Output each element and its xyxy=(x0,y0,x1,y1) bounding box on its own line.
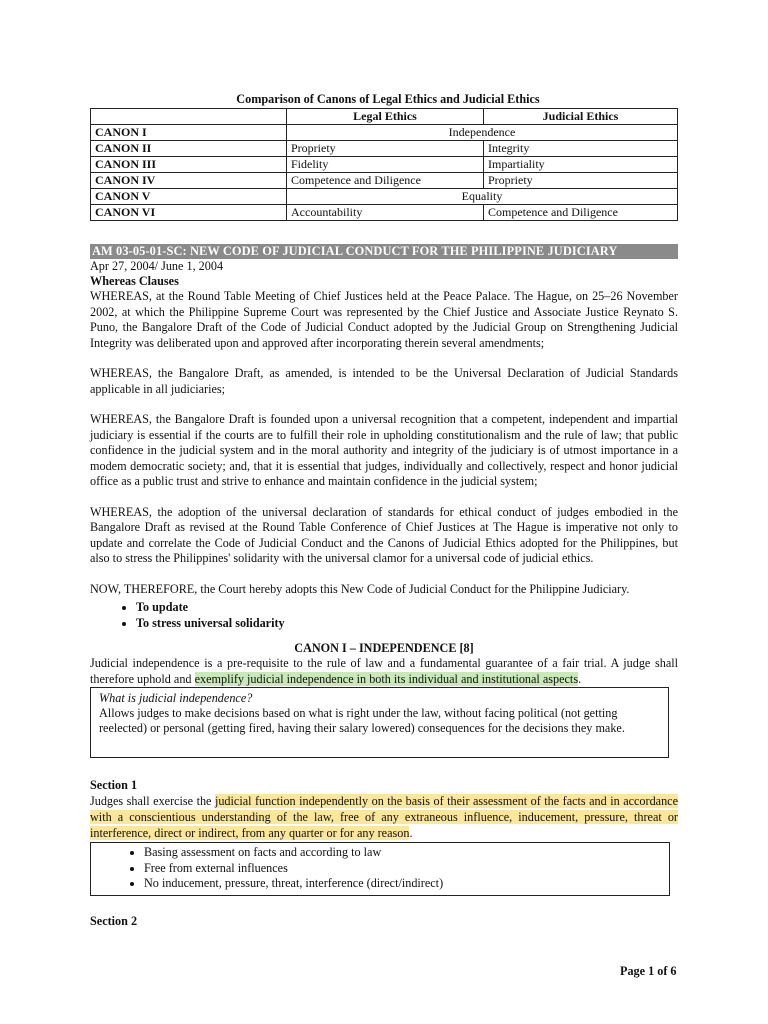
page-number: Page 1 of 6 xyxy=(620,964,677,978)
yellow-highlight: judicial function independently on the basis of their assessment of the facts and in accordance with a conscientious understanding of the law, free of any extraneous influence, inducement, pressure, threat or interference, direct or indirect, from any quarter or for any reason xyxy=(90,794,678,840)
box-answer: Allows judges to make decisions based on what is right under the law, without facing political (not getting reelected) or personal (getting fired, having their salary lowered) consequences for the decisions they make. xyxy=(99,706,625,735)
box-question: What is judicial independence? xyxy=(99,691,253,705)
header-legal-ethics: Legal Ethics xyxy=(287,109,484,125)
intro-end: . xyxy=(578,671,582,686)
whereas-paragraph: WHEREAS, the Bangalore Draft, as amended, is intended to be the Universal Declaration of Judicial Standards applicable in all judiciaries; xyxy=(90,366,678,396)
section-text-plain: Judges shall exercise the xyxy=(90,794,215,808)
section-text xyxy=(90,793,678,841)
page-content xyxy=(90,92,678,929)
green-highlight: exemplify judicial independence in both its individual and institutional aspects xyxy=(194,671,579,686)
list-item: • Basing assessment on facts and according to law xyxy=(144,845,669,861)
table-row xyxy=(91,125,678,141)
list-item: • To update xyxy=(136,599,678,615)
section-text-end: . xyxy=(409,826,413,840)
legal-cell: Competence and Diligence xyxy=(287,173,484,189)
points-list xyxy=(91,845,669,892)
section-heading: Section 1 xyxy=(90,778,138,792)
merged-cell: Independence xyxy=(287,125,678,141)
purpose-list xyxy=(90,599,678,631)
definition-box xyxy=(90,687,669,758)
legal-cell: Propriety xyxy=(287,141,484,157)
canon-heading: CANON I – INDEPENDENCE [8] xyxy=(294,641,474,655)
table-row xyxy=(91,205,678,221)
header-judicial-ethics: Judicial Ethics xyxy=(484,109,678,125)
whereas-paragraph: WHEREAS, at the Round Table Meeting of Chief Justices held at the Peace Palace. The Hague, on 25–26 November 2002, at which the Philippine Supreme Court was represented by the Chief Justice and Associate Justice Reynato S. Puno, the Bangalore Draft of the Code of Judicial Conduct adopted by the Judicial Group on Strengthening Judicial Integrity was deliberated upon and approved after incorporating therein several amendments; xyxy=(90,289,678,350)
merged-cell: Equality xyxy=(287,189,678,205)
whereas-heading: Whereas Clauses xyxy=(90,274,179,288)
judicial-cell: Integrity xyxy=(484,141,678,157)
whereas-paragraph: WHEREAS, the adoption of the universal declaration of standards for ethical conduct of judges embodied in the Bangalore Draft as revised at the Round Table Conference of Chief Justices at The Hague is imperative not only to update and correlate the Code of Judicial Conduct and the Canons of Judicial Ethics adopted for the Philippines, but also to stress the Philippines' solidarity with the universal clamor for a universal code of judicial ethics. xyxy=(90,504,678,565)
table-row xyxy=(91,157,678,173)
points-box xyxy=(90,842,670,896)
table-header-row xyxy=(91,109,678,125)
legal-cell: Fidelity xyxy=(287,157,484,173)
canon-cell: CANON IV xyxy=(91,173,287,189)
now-therefore-paragraph: NOW, THEREFORE, the Court hereby adopts this New Code of Judicial Conduct for the Philippine Judiciary. xyxy=(90,581,630,596)
judicial-cell: Competence and Diligence xyxy=(484,205,678,221)
judicial-cell: Impartiality xyxy=(484,157,678,173)
canon-cell: CANON VI xyxy=(91,205,287,221)
intro-text: Judicial independence is a pre-requisite to the rule of law and a fundamental guarantee of a fair trial. A judge shall therefore uphold and xyxy=(90,656,678,686)
list-item: • To stress universal solidarity xyxy=(136,615,678,631)
canon-cell: CANON III xyxy=(91,157,287,173)
am-title-bar: AM 03-05-01-SC: NEW CODE OF JUDICIAL CONDUCT FOR THE PHILIPPINE JUDICIARY xyxy=(90,244,678,259)
list-item: • No inducement, pressure, threat, interference (direct/indirect) xyxy=(144,876,669,892)
table-row xyxy=(91,189,678,205)
header-empty xyxy=(91,109,287,125)
comparison-table xyxy=(90,108,678,221)
canon-cell: CANON II xyxy=(91,141,287,157)
table-row xyxy=(91,173,678,189)
canon-intro xyxy=(90,656,678,687)
whereas-paragraph: WHEREAS, the Bangalore Draft is founded upon a universal recognition that a competent, independent and impartial judiciary is essential if the courts are to fulfill their role in upholding constitutionalism and the rule of law; that public confidence in the judicial system and in the moral authority and integrity of the judiciary is of utmost importance in a modem democratic society; and, that it is essential that judges, individually and collectively, respect and honor judicial office as a public trust and strive to enhance and maintain confidence in the judicial system; xyxy=(90,412,678,488)
legal-cell: Accountability xyxy=(287,205,484,221)
am-dates: Apr 27, 2004/ June 1, 2004 xyxy=(90,259,224,273)
canon-cell: CANON V xyxy=(91,189,287,205)
list-item: • Free from external influences xyxy=(144,861,669,877)
table-title: Comparison of Canons of Legal Ethics and Judicial Ethics xyxy=(236,92,540,106)
judicial-cell: Propriety xyxy=(484,173,678,189)
section-heading: Section 2 xyxy=(90,913,138,928)
canon-cell: CANON I xyxy=(91,125,287,141)
table-row xyxy=(91,141,678,157)
